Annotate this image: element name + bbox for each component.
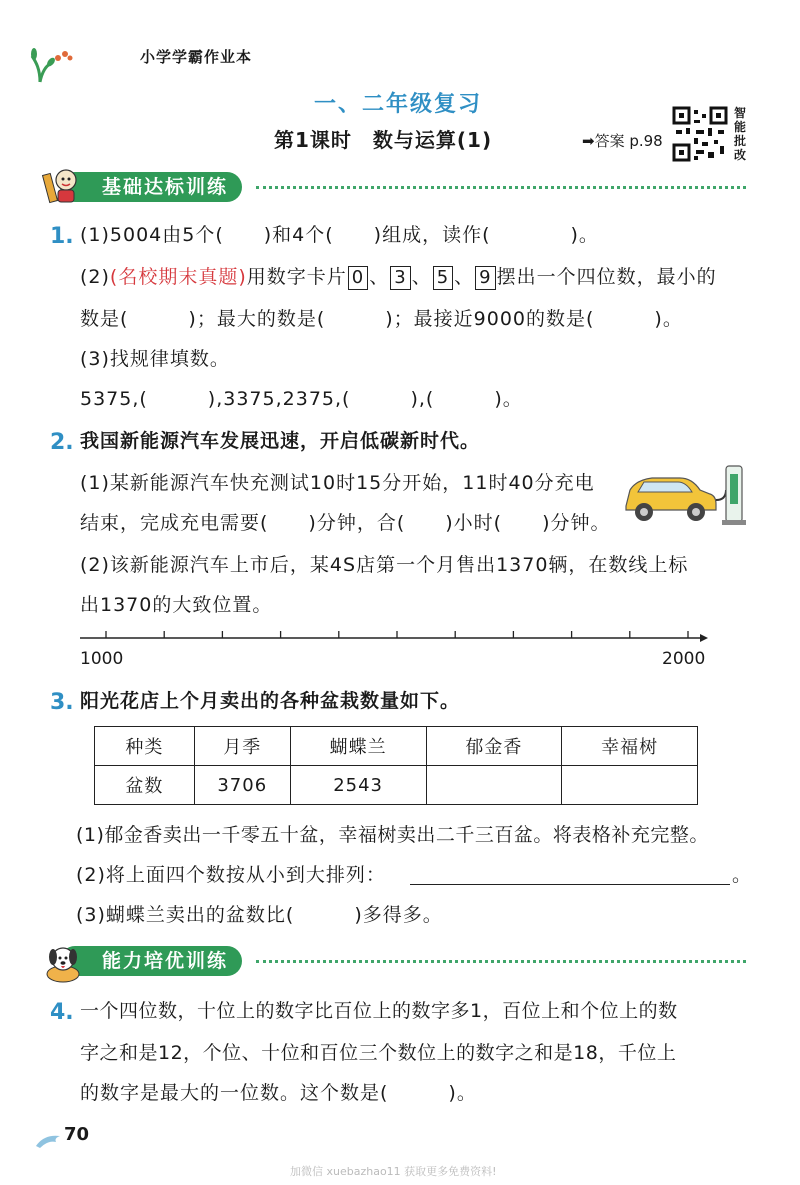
table-header-cell: 种类 [95,727,195,766]
card-separator: 、 [411,266,432,288]
table-row [95,727,698,766]
q3-part2-end: 。 [732,864,753,886]
section-divider [256,186,746,189]
table-header-cell: 蝴蝶兰 [290,727,426,766]
q3-part1: (1)郁金香卖出一千零五十盆，幸福树卖出二千三百盆。将表格补充完整。 [76,824,709,846]
table-header-cell: 月季 [194,727,290,766]
digit-card: 0 [348,266,368,290]
qr-label-char: 改 [733,148,746,162]
table-header-cell: 郁金香 [426,727,562,766]
q2-title: 我国新能源汽车发展迅速，开启低碳新时代。 [80,430,481,452]
table-cell: 盆数 [95,766,195,805]
plant-logo-icon [30,44,74,84]
qr-label-char: 批 [733,134,746,148]
answer-line[interactable] [410,884,730,885]
number-line-start-label: 1000 [80,649,124,669]
q4-line2: 字之和是12，个位、十位和百位三个数位上的数字之和是18，千位上 [80,1042,677,1064]
number-line-arrow [700,634,708,642]
book-title: 小学学霸作业本 [140,48,253,66]
watermark: 加微信 xuebazhao11 获取更多免费资料! [290,1165,497,1178]
sales-table [94,726,698,805]
qr-label-char: 能 [733,120,746,134]
q1-part2-mid: 用数字卡片 [246,266,347,288]
digit-card: 9 [475,266,495,290]
table-row [95,766,698,805]
q1-part2-end: 摆出一个四位数，最小的 [496,266,717,288]
lesson-title: 第1课时 数与运算(1) [274,128,493,152]
q2-part1-line1: (1)某新能源汽车快充测试10时15分开始，11时40分充电 [80,472,595,494]
answer-reference: ➡答案 p.98 [582,132,663,150]
number-line [78,624,712,650]
source-tag: (名校期末真题) [109,266,247,288]
dolphin-icon [34,1130,64,1150]
table-cell: 2543 [290,766,426,805]
q2-part2-line1: (2)该新能源汽车上市后，某4S店第一个月售出1370辆，在数线上标 [80,554,689,576]
q3-title: 阳光花店上个月卖出的各种盆栽数量如下。 [80,690,461,712]
digit-card: 5 [433,266,453,290]
question-number: 2. [50,430,74,455]
table-header-cell: 幸福树 [562,727,698,766]
unit-title: 一、二年级复习 [314,92,483,117]
q4-line3: 的数字是最大的一位数。这个数是( )。 [80,1082,477,1104]
section-divider [256,960,746,963]
q3-part3: (3)蝴蝶兰卖出的盆数比( )多得多。 [76,904,443,926]
table-cell: 3706 [194,766,290,805]
page-number: 70 [64,1124,90,1145]
digit-card: 3 [390,266,410,290]
question-number: 4. [50,1000,74,1025]
number-line-end-label: 2000 [662,649,706,669]
q1-part1: (1)5004由5个( )和4个( )组成，读作( )。 [80,224,599,246]
q1-part3: (3)找规律填数。 [80,348,230,370]
q3-part2: (2)将上面四个数按从小到大排列： [76,864,386,886]
table-cell-blank[interactable] [426,766,562,805]
q1-part2-line2: 数是( )；最大的数是( )；最接近9000的数是( )。 [80,308,683,330]
q2-part2-line2: 出1370的大致位置。 [80,594,273,616]
table-cell-blank[interactable] [562,766,698,805]
qr-code-icon[interactable] [672,106,728,162]
q1-part2-line1 [80,266,717,290]
card-separator: 、 [454,266,475,288]
section-banner-advanced: 能力培优训练 [60,946,242,976]
qr-label-char: 智 [733,106,746,120]
puppy-mascot-icon [42,942,84,984]
card-separator: 、 [369,266,390,288]
q1-part3-sequence: 5375,( ),3375,2375,( ),( )。 [80,388,523,410]
ev-car-charger-illustration [622,460,748,528]
question-number: 1. [50,224,74,249]
qr-label [732,106,748,162]
section-banner-basic: 基础达标训练 [60,172,242,202]
question-number: 3. [50,690,74,715]
q4-line1: 一个四位数，十位上的数字比百位上的数字多1，百位上和个位上的数 [80,1000,678,1022]
q2-part1-line2: 结束，完成充电需要( )分钟，合( )小时( )分钟。 [80,512,611,534]
pencil-mascot-icon [42,164,84,206]
q1-part2-prefix: (2) [80,266,110,288]
